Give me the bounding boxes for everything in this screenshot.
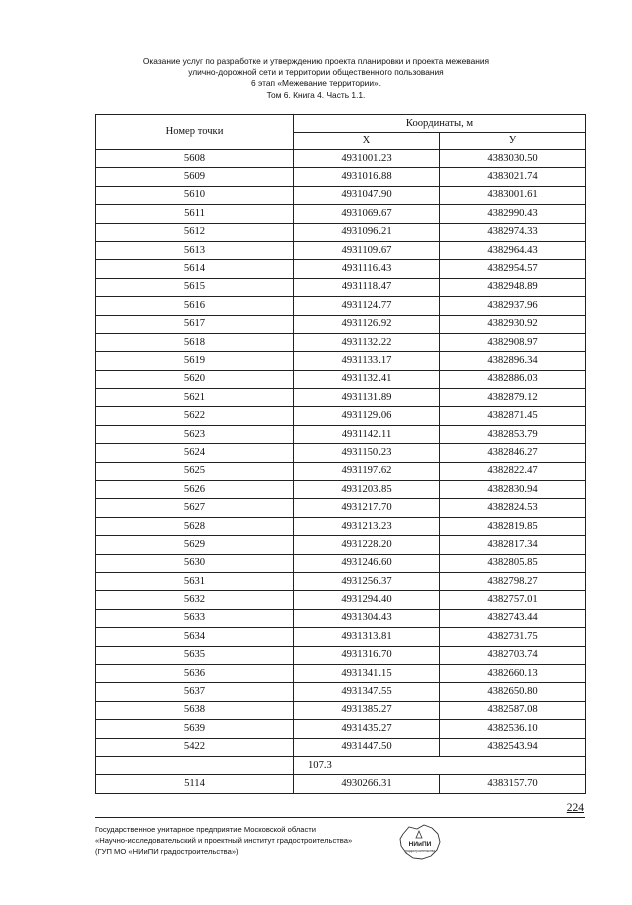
cell-y: 4382974.33 <box>440 223 586 241</box>
cell-x: 4931131.89 <box>294 389 440 407</box>
cell-x: 4931256.37 <box>294 572 440 590</box>
cell-point: 5626 <box>96 481 294 499</box>
logo-text-bottom: градостроительства <box>405 849 435 853</box>
cell-point: 5629 <box>96 536 294 554</box>
cell-x: 4931126.92 <box>294 315 440 333</box>
cell-point: 5625 <box>96 462 294 480</box>
table-row <box>96 168 586 186</box>
col-header-coords: Координаты, м <box>294 115 586 133</box>
table-row <box>96 407 586 425</box>
table-row <box>96 150 586 168</box>
cell-point: 5615 <box>96 278 294 296</box>
cell-point: 5617 <box>96 315 294 333</box>
cell-y: 4382650.80 <box>440 683 586 701</box>
cell-y: 4382886.03 <box>440 370 586 388</box>
cell-point: 5616 <box>96 297 294 315</box>
table-row <box>96 444 586 462</box>
footer-line-1: Государственное унитарное предприятие Московской области <box>95 825 317 834</box>
table-row <box>96 205 586 223</box>
cell-y: 4382853.79 <box>440 425 586 443</box>
cell-point: 5627 <box>96 499 294 517</box>
cell-point: 5639 <box>96 720 294 738</box>
header-line-3: 6 этап «Межевание территории». <box>251 78 381 89</box>
cell-point: 5636 <box>96 664 294 682</box>
cell-x: 4931313.81 <box>294 628 440 646</box>
cell-point: 5631 <box>96 572 294 590</box>
table-row <box>96 352 586 370</box>
table-row <box>96 628 586 646</box>
cell-x: 4931109.67 <box>294 241 440 259</box>
cell-y: 4382731.75 <box>440 628 586 646</box>
section-row <box>96 756 586 774</box>
cell-point: 5621 <box>96 389 294 407</box>
footer-divider <box>95 817 585 818</box>
table-row <box>96 370 586 388</box>
header-line-2: улично-дорожной сети и территории общественного пользования <box>188 67 444 78</box>
cell-x: 4931447.50 <box>294 738 440 756</box>
cell-point: 5628 <box>96 517 294 535</box>
cell-y: 4382743.44 <box>440 609 586 627</box>
cell-y: 4382871.45 <box>440 407 586 425</box>
cell-point: 5609 <box>96 168 294 186</box>
cell-x: 4931142.11 <box>294 425 440 443</box>
col-header-y: У <box>440 133 586 150</box>
cell-x: 4931197.62 <box>294 462 440 480</box>
cell-x: 4931385.27 <box>294 701 440 719</box>
cell-y: 4382937.96 <box>440 297 586 315</box>
table-row <box>96 297 586 315</box>
cell-x: 4931016.88 <box>294 168 440 186</box>
table-row <box>96 738 586 756</box>
cell-x: 4931096.21 <box>294 223 440 241</box>
cell-x: 4931133.17 <box>294 352 440 370</box>
cell-point: 5619 <box>96 352 294 370</box>
cell-x: 4931246.60 <box>294 554 440 572</box>
page-number: 224 <box>566 802 584 814</box>
cell-y: 4382757.01 <box>440 591 586 609</box>
cell-point: 5633 <box>96 609 294 627</box>
cell-y: 4382990.43 <box>440 205 586 223</box>
cell-point: 5634 <box>96 628 294 646</box>
footer-line-3: (ГУП МО «НИиПИ градостроительства») <box>95 847 239 856</box>
header-line-4: Том 6. Книга 4. Часть 1.1. <box>266 89 366 100</box>
coordinates-table <box>95 114 586 794</box>
cell-y: 4382660.13 <box>440 664 586 682</box>
cell-point: 5632 <box>96 591 294 609</box>
table-row <box>96 775 586 793</box>
cell-point: 5622 <box>96 407 294 425</box>
cell-point: 5611 <box>96 205 294 223</box>
cell-point: 5612 <box>96 223 294 241</box>
cell-x: 4931213.23 <box>294 517 440 535</box>
cell-point: 5624 <box>96 444 294 462</box>
cell-x: 4931217.70 <box>294 499 440 517</box>
cell-x: 4931132.22 <box>294 333 440 351</box>
table-row <box>96 186 586 204</box>
cell-point: 5614 <box>96 260 294 278</box>
cell-x: 4931435.27 <box>294 720 440 738</box>
table-row <box>96 481 586 499</box>
cell-point: 5637 <box>96 683 294 701</box>
cell-y: 4382587.08 <box>440 701 586 719</box>
cell-y: 4382879.12 <box>440 389 586 407</box>
table-row <box>96 720 586 738</box>
document-footer <box>95 824 395 857</box>
table-row <box>96 223 586 241</box>
cell-y: 4383030.50 <box>440 150 586 168</box>
cell-y: 4382536.10 <box>440 720 586 738</box>
cell-point: 5620 <box>96 370 294 388</box>
cell-y: 4383157.70 <box>440 775 586 793</box>
table-row <box>96 591 586 609</box>
table-row <box>96 425 586 443</box>
table-row <box>96 241 586 259</box>
table-row <box>96 683 586 701</box>
cell-y: 4382805.85 <box>440 554 586 572</box>
cell-y: 4382930.92 <box>440 315 586 333</box>
cell-point: 5608 <box>96 150 294 168</box>
logo-text-top: НИиПИ <box>408 841 432 848</box>
cell-y: 4382896.34 <box>440 352 586 370</box>
col-header-x: X <box>294 133 440 150</box>
table-row <box>96 536 586 554</box>
table-row <box>96 609 586 627</box>
cell-point: 5613 <box>96 241 294 259</box>
cell-y: 4382908.97 <box>440 333 586 351</box>
cell-x: 4931203.85 <box>294 481 440 499</box>
cell-point: 5610 <box>96 186 294 204</box>
cell-y: 4382543.94 <box>440 738 586 756</box>
cell-y: 4382703.74 <box>440 646 586 664</box>
cell-y: 4382948.89 <box>440 278 586 296</box>
cell-y: 4382819.85 <box>440 517 586 535</box>
cell-x: 4931347.55 <box>294 683 440 701</box>
cell-x: 4931341.15 <box>294 664 440 682</box>
table-row <box>96 499 586 517</box>
table-row <box>96 260 586 278</box>
document-header <box>0 56 632 101</box>
cell-point: 5630 <box>96 554 294 572</box>
cell-y: 4382954.57 <box>440 260 586 278</box>
cell-x: 4931047.90 <box>294 186 440 204</box>
cell-x: 4931132.41 <box>294 370 440 388</box>
cell-y: 4382817.34 <box>440 536 586 554</box>
cell-y: 4382798.27 <box>440 572 586 590</box>
cell-x: 4930266.31 <box>294 775 440 793</box>
cell-x: 4931316.70 <box>294 646 440 664</box>
cell-x: 4931228.20 <box>294 536 440 554</box>
table-row <box>96 333 586 351</box>
cell-point: 5623 <box>96 425 294 443</box>
cell-x: 4931069.67 <box>294 205 440 223</box>
cell-x: 4931118.47 <box>294 278 440 296</box>
cell-y: 4382964.43 <box>440 241 586 259</box>
cell-y: 4383001.61 <box>440 186 586 204</box>
table-row <box>96 554 586 572</box>
cell-y: 4383021.74 <box>440 168 586 186</box>
cell-y: 4382822.47 <box>440 462 586 480</box>
section-label: 107.3 <box>294 756 586 774</box>
cell-point: 5638 <box>96 701 294 719</box>
table-row <box>96 462 586 480</box>
table-row <box>96 278 586 296</box>
cell-x: 4931304.43 <box>294 609 440 627</box>
col-header-point: Номер точки <box>96 115 294 150</box>
cell-x: 4931001.23 <box>294 150 440 168</box>
cell-x: 4931129.06 <box>294 407 440 425</box>
table-row <box>96 389 586 407</box>
cell-point: 5422 <box>96 738 294 756</box>
cell-y: 4382830.94 <box>440 481 586 499</box>
cell-y: 4382824.53 <box>440 499 586 517</box>
cell-x: 4931294.40 <box>294 591 440 609</box>
table-row <box>96 646 586 664</box>
cell-x: 4931116.43 <box>294 260 440 278</box>
table-row <box>96 315 586 333</box>
footer-line-2: «Научно-исследовательский и проектный институт градостроительства» <box>95 836 353 845</box>
table-row <box>96 701 586 719</box>
institute-logo-icon <box>397 822 443 862</box>
table-row <box>96 517 586 535</box>
table-body <box>96 150 586 794</box>
header-line-1: Оказание услуг по разработке и утверждению проекта планировки и проекта межевания <box>142 56 490 66</box>
cell-y: 4382846.27 <box>440 444 586 462</box>
cell-point: 5114 <box>96 775 294 793</box>
cell-x: 4931124.77 <box>294 297 440 315</box>
table-row <box>96 572 586 590</box>
cell-point: 5618 <box>96 333 294 351</box>
cell-point: 5635 <box>96 646 294 664</box>
section-spacer <box>96 756 294 774</box>
cell-x: 4931150.23 <box>294 444 440 462</box>
table-row <box>96 664 586 682</box>
